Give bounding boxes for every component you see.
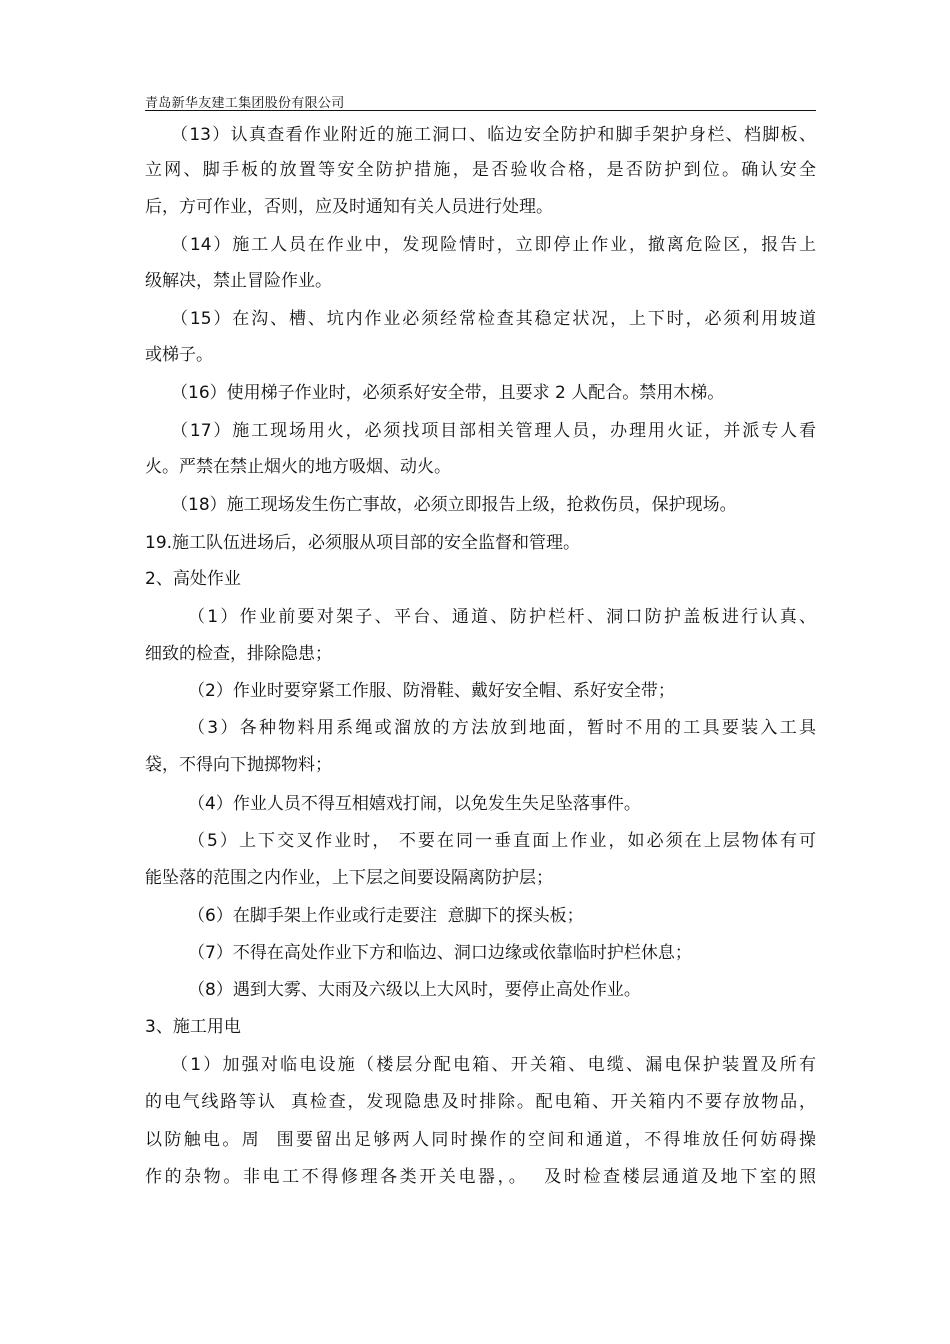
paragraph-line: （5）上下交叉作业时， 不要在同一垂直面上作业，如必须在上层物体有可 xyxy=(188,831,816,851)
paragraph-line: 能坠落的范围之内作业，上下层之间要设隔离防护层； xyxy=(145,868,553,888)
section-heading: 2、高处作业 xyxy=(145,569,241,589)
paragraph-line: （13）认真查看作业附近的施工洞口、临边安全防护和脚手架护身栏、档脚板、 xyxy=(171,125,816,145)
paragraph-line: 火。严禁在禁止烟火的地方吸烟、动火。 xyxy=(145,457,451,477)
paragraph-line: 或梯子。 xyxy=(145,345,213,365)
paragraph-line: （3）各种物料用系绳或溜放的方法放到地面，暂时不用的工具要装入工具 xyxy=(188,718,816,738)
paragraph-line: 19.施工队伍进场后，必须服从项目部的安全监督和管理。 xyxy=(145,533,581,553)
paragraph-line: （15）在沟、槽、坑内作业必须经常检查其稳定状况，上下时，必须利用坡道 xyxy=(171,309,816,329)
section-heading: 3、施工用电 xyxy=(145,1017,241,1037)
paragraph-line: 袋，不得向下抛掷物料； xyxy=(145,755,332,775)
paragraph-line: （8）遇到大雾、大雨及六级以上大风时，要停止高处作业。 xyxy=(188,980,641,1000)
paragraph-line: 作的杂物。非电工不得修理各类开关电器，。 及时检查楼层通道及地下室的照 xyxy=(145,1167,816,1187)
paragraph-line: （6）在脚手架上作业或行走要注 意脚下的探头板； xyxy=(188,906,584,926)
paragraph-line: 级解决，禁止冒险作业。 xyxy=(145,271,332,291)
paragraph-line: 的电气线路等认 真检查，发现隐患及时排除。配电箱、开关箱内不要存放物品， xyxy=(145,1092,816,1112)
paragraph-line: （16）使用梯子作业时，必须系好安全带，且要求 2 人配合。禁用木梯。 xyxy=(171,383,725,403)
paragraph-line: 后，方可作业，否则，应及时通知有关人员进行处理。 xyxy=(145,197,553,217)
paragraph-line: （18）施工现场发生伤亡事故，必须立即报告上级，抢救伤员，保护现场。 xyxy=(171,495,737,515)
paragraph-line: （2）作业时要穿紧工作服、防滑鞋、戴好安全帽、系好安全带； xyxy=(188,681,675,701)
paragraph-line: （14）施工人员在作业中，发现险情时，立即停止作业，撤离危险区，报告上 xyxy=(171,235,816,255)
paragraph-line: （1）作业前要对架子、平台、通道、防护栏杆、洞口防护盖板进行认真、 xyxy=(188,607,816,627)
paragraph-line: （7）不得在高处作业下方和临边、洞口边缘或依靠临时护栏休息； xyxy=(188,943,692,963)
paragraph-line: 以防触电。周 围要留出足够两人同时操作的空间和通道，不得堆放任何妨碍操 xyxy=(145,1130,816,1150)
paragraph-line: （4）作业人员不得互相嬉戏打闹，以免发生失足坠落事件。 xyxy=(188,794,641,814)
page-header-company: 青岛新华友建工集团股份有限公司 xyxy=(145,96,345,111)
paragraph-line: （1）加强对临电设施（楼层分配电箱、开关箱、电缆、漏电保护装置及所有 xyxy=(171,1055,816,1075)
header-divider xyxy=(145,110,816,111)
paragraph-line: （17）施工现场用火，必须找项目部相关管理人员，办理用火证，并派专人看 xyxy=(171,421,816,441)
paragraph-line: 细致的检查，排除隐患； xyxy=(145,644,332,664)
paragraph-line: 立网、脚手板的放置等安全防护措施，是否验收合格，是否防护到位。确认安全 xyxy=(145,160,816,180)
